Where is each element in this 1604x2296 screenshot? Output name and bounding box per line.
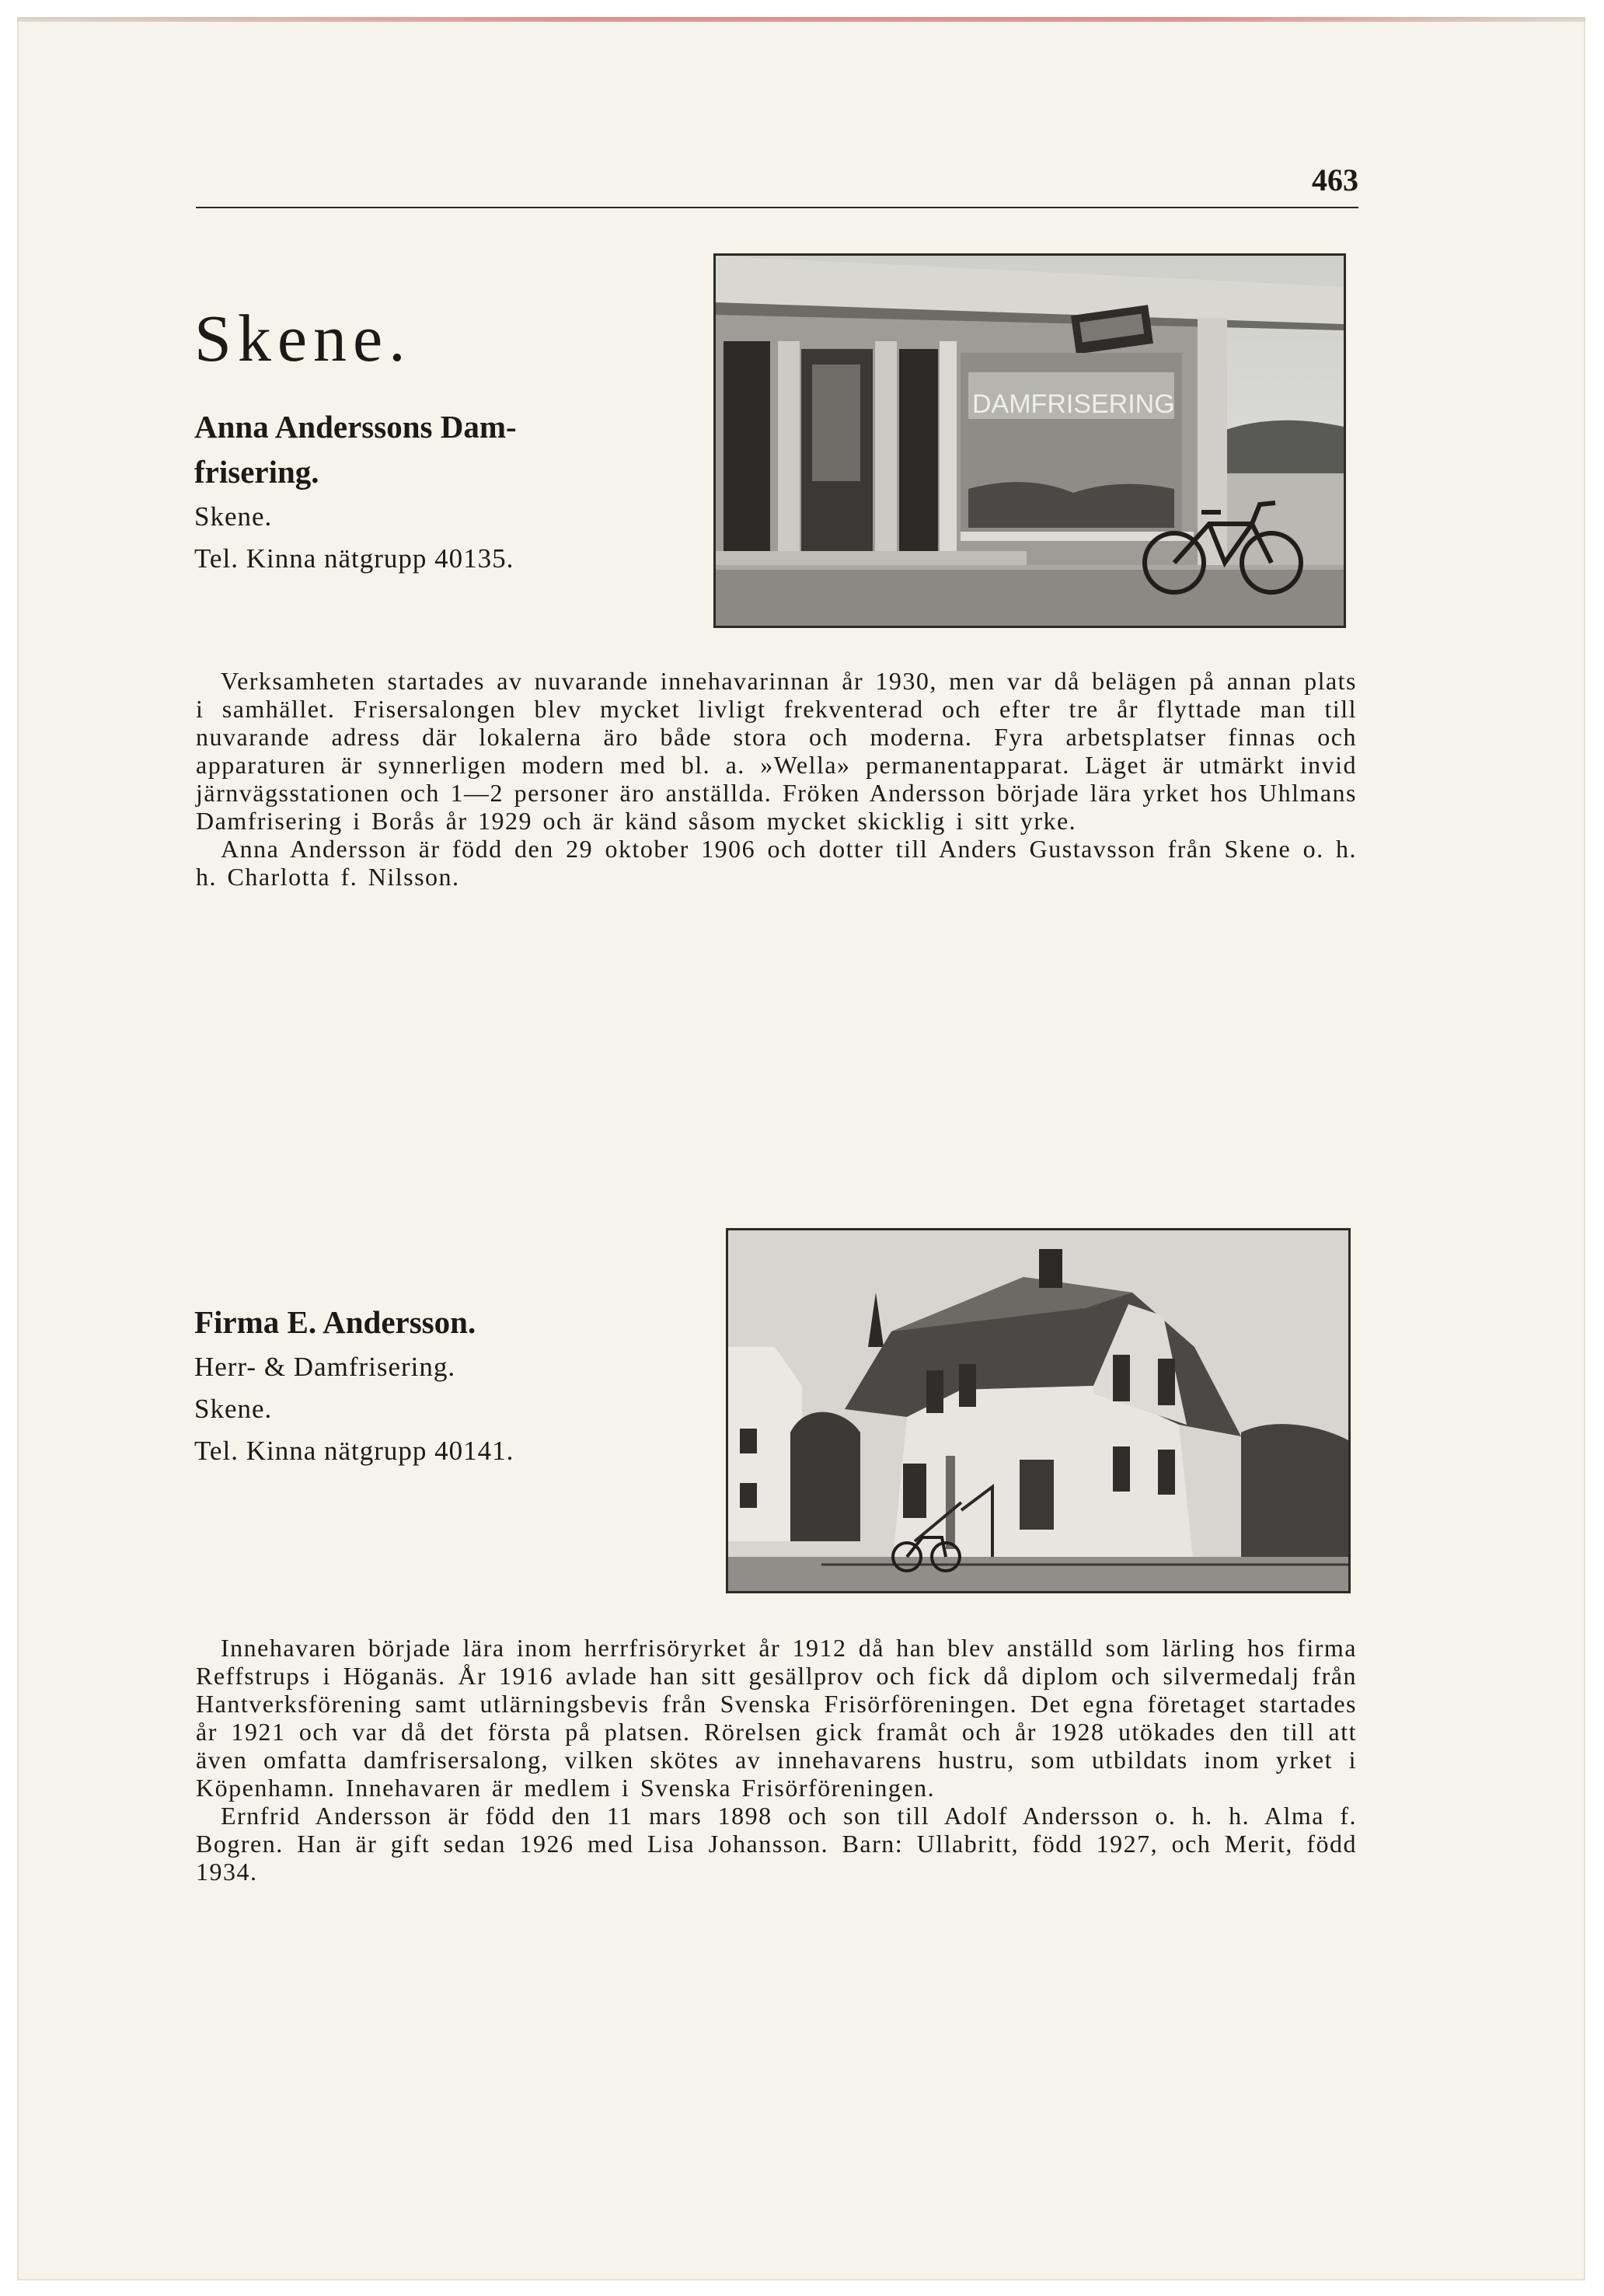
house-photo [726, 1228, 1351, 1593]
place-line: Skene. [194, 501, 273, 532]
entry-anna-andersson-header [194, 404, 583, 580]
firm-name-line-2: frisering. [194, 454, 319, 490]
entry-e-andersson-header [194, 1300, 583, 1472]
firm-name: Firma E. Andersson. [194, 1304, 476, 1340]
house-illustration [728, 1230, 1348, 1591]
firm-name [194, 404, 583, 494]
page-number: 463 [1312, 162, 1358, 197]
storefront-photo [713, 253, 1346, 628]
telephone-line: Tel. Kinna nätgrupp 40135. [194, 543, 514, 574]
entry-anna-andersson-text [196, 667, 1357, 891]
entry-e-andersson-text [196, 1634, 1357, 1886]
storefront-illustration [716, 256, 1344, 626]
subtitle-line: Herr- & Damfrisering. [194, 1352, 456, 1382]
section-heading: Skene. [194, 301, 412, 375]
header-rule [196, 207, 1358, 208]
page-top-edge [17, 17, 1585, 22]
window-lettering: DAMFRISERING [972, 389, 1175, 419]
telephone-line: Tel. Kinna nätgrupp 40141. [194, 1436, 514, 1466]
paragraph: Ernfrid Andersson är född den 11 mars 1898 och son till Adolf Andersson o. h. h. Alma f. Bogren. Han är gift sedan 1926 med Lisa Johansson. Barn: Ullabritt, född 1927, och Merit, född 1934. [196, 1802, 1357, 1886]
paragraph: Innehavaren började lära inom herrfrisöryrket år 1912 då han blev anställd som lärling hos firma Reffstrups i Höganäs. År 1916 avlade han sitt gesällprov och fick då diplom och silvermedalj från Hantverksförening samt utlärningsbevis från Svenska Frisörföreningen. Det egna företaget startades år 1921 och var då det första på platsen. Rörelsen gick framåt och år 1928 utökades den till att även omfatta damfrisersalong, vilken skötes av innehavarens hustru, som utbildats inom yrket i Köpenhamn. Innehavaren är medlem i Svenska Frisörföreningen. [196, 1634, 1357, 1802]
paragraph: Anna Andersson är född den 29 oktober 1906 och dotter till Anders Gustavsson från Skene o. h. h. Charlotta f. Nilsson. [196, 835, 1357, 891]
firm-name-line-1: Anna Anderssons Dam- [194, 409, 517, 445]
paragraph: Verksamheten startades av nuvarande innehavarinnan år 1930, men var då belägen på annan plats i samhället. Frisersalongen blev mycket livligt frekventerad och efter tre år flyttade man till nuvarande adress där lokalerna äro både stora och moderna. Fyra arbetsplatser finnas och apparaturen är synnerligen modern med bl. a. »Wella» permanentapparat. Läget är utmärkt invid järnvägsstationen och 1—2 personer äro anställda. Fröken Andersson började lära yrket hos Uhlmans Damfrisering i Borås år 1929 och är känd såsom mycket skicklig i sitt yrke. [196, 667, 1357, 835]
place-line: Skene. [194, 1394, 273, 1424]
